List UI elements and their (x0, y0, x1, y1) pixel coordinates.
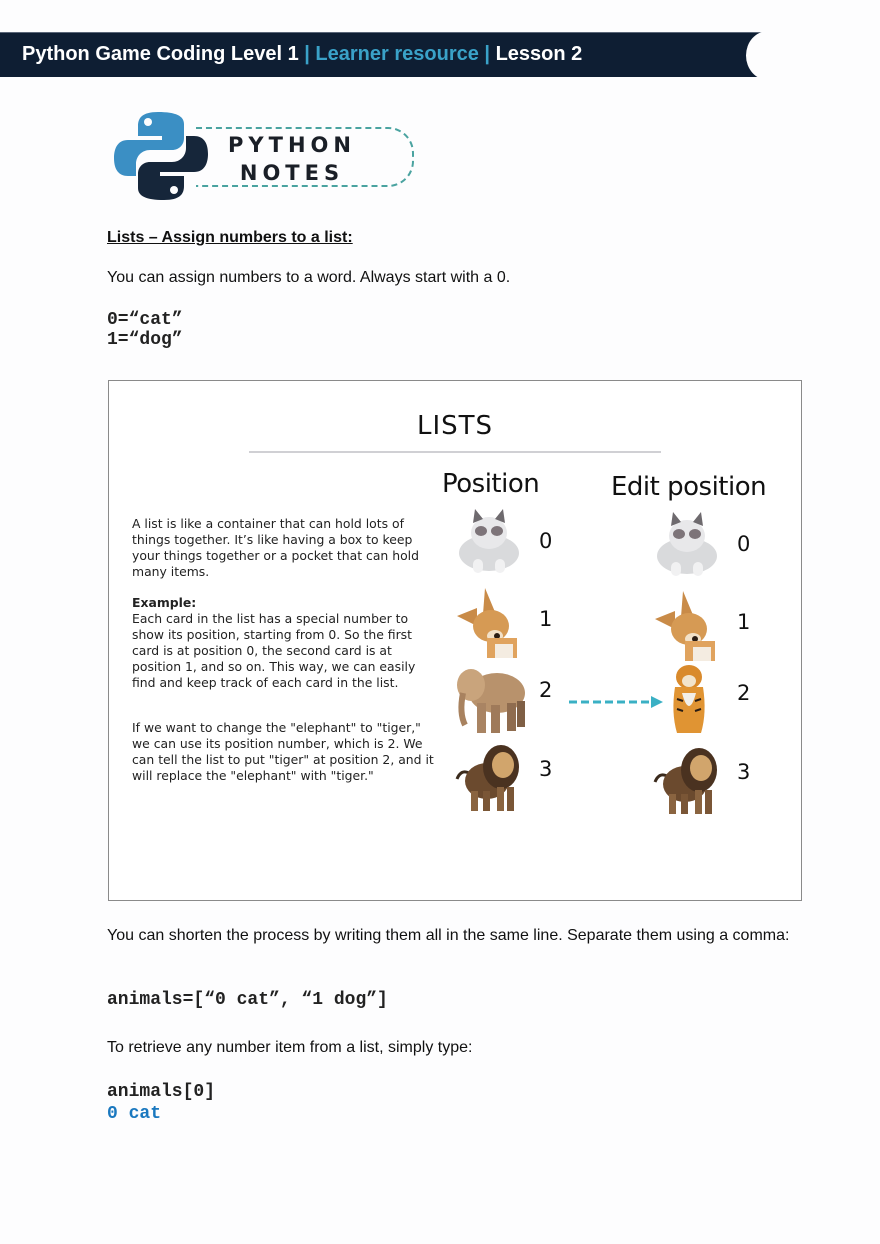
tiger-icon (669, 663, 709, 735)
section-heading: Lists – Assign numbers to a list: (107, 229, 353, 246)
elephant-icon (455, 663, 527, 735)
edit-index-1: 1 (737, 610, 751, 634)
cat-icon (653, 512, 721, 578)
python-logo-icon (114, 110, 209, 202)
python-notes-label (222, 131, 362, 187)
edit-index-2: 2 (737, 681, 751, 705)
code-output: 0 cat (107, 1104, 162, 1124)
course-title: Python Game Coding Level 1 (22, 43, 299, 65)
lion-icon (455, 741, 525, 813)
column-position-heading: Position (442, 469, 540, 499)
code-line-dog: 1=“dog” (107, 330, 183, 350)
header-curve-decoration (746, 31, 790, 80)
code-line-cat: 0=“cat” (107, 310, 183, 330)
edit-index-3: 3 (737, 760, 751, 784)
lesson-header-bar (0, 32, 768, 77)
header-title (22, 43, 582, 66)
intro-text: You can assign numbers to a word. Always start with a 0. (107, 269, 511, 286)
logo-line-1: PYTHON (228, 133, 356, 157)
edit-index-0: 0 (737, 532, 751, 556)
title-divider (249, 451, 661, 453)
dog-icon (653, 589, 721, 661)
retrieve-text: To retrieve any number item from a list, simply type: (107, 1039, 473, 1056)
code-list-inline: animals=[“0 cat”, “1 dog”] (107, 990, 388, 1010)
resource-label: | Learner resource | (304, 43, 491, 65)
lists-diagram (108, 380, 802, 901)
position-index-3: 3 (539, 757, 553, 781)
position-index-0: 0 (539, 529, 553, 553)
cat-icon (455, 509, 523, 575)
example-label: Example: (132, 595, 197, 610)
diagram-title: LISTS (417, 411, 494, 441)
replace-paragraph: If we want to change the "elephant" to "tiger," we can use its position number, which is 2. We can tell the list to put "tiger" at position 2, and it will replace the "elephant" with "tiger." (132, 720, 434, 783)
shorten-text: You can shorten the process by writing them all in the same line. Separate them using a comma: (107, 927, 790, 944)
position-index-1: 1 (539, 607, 553, 631)
dog-icon (455, 586, 523, 658)
logo-line-2: NOTES (239, 161, 345, 185)
column-edit-position-heading: Edit position (611, 472, 767, 502)
replace-arrow-icon (569, 695, 665, 709)
lesson-label: Lesson 2 (495, 43, 583, 65)
lion-icon (653, 744, 723, 816)
example-text: Each card in the list has a special number to show its position, starting from 0. So the first card is at position 0, the second card is at position 1, and so on. This way, we can easily find and keep track of each card in the list. (132, 611, 416, 690)
definition-paragraph: A list is like a container that can hold lots of things together. It’s like having a box to keep your things together or a pocket that can hold many items. (132, 516, 419, 579)
code-index-access: animals[0] (107, 1082, 216, 1102)
example-paragraph (132, 595, 437, 691)
position-index-2: 2 (539, 678, 553, 702)
